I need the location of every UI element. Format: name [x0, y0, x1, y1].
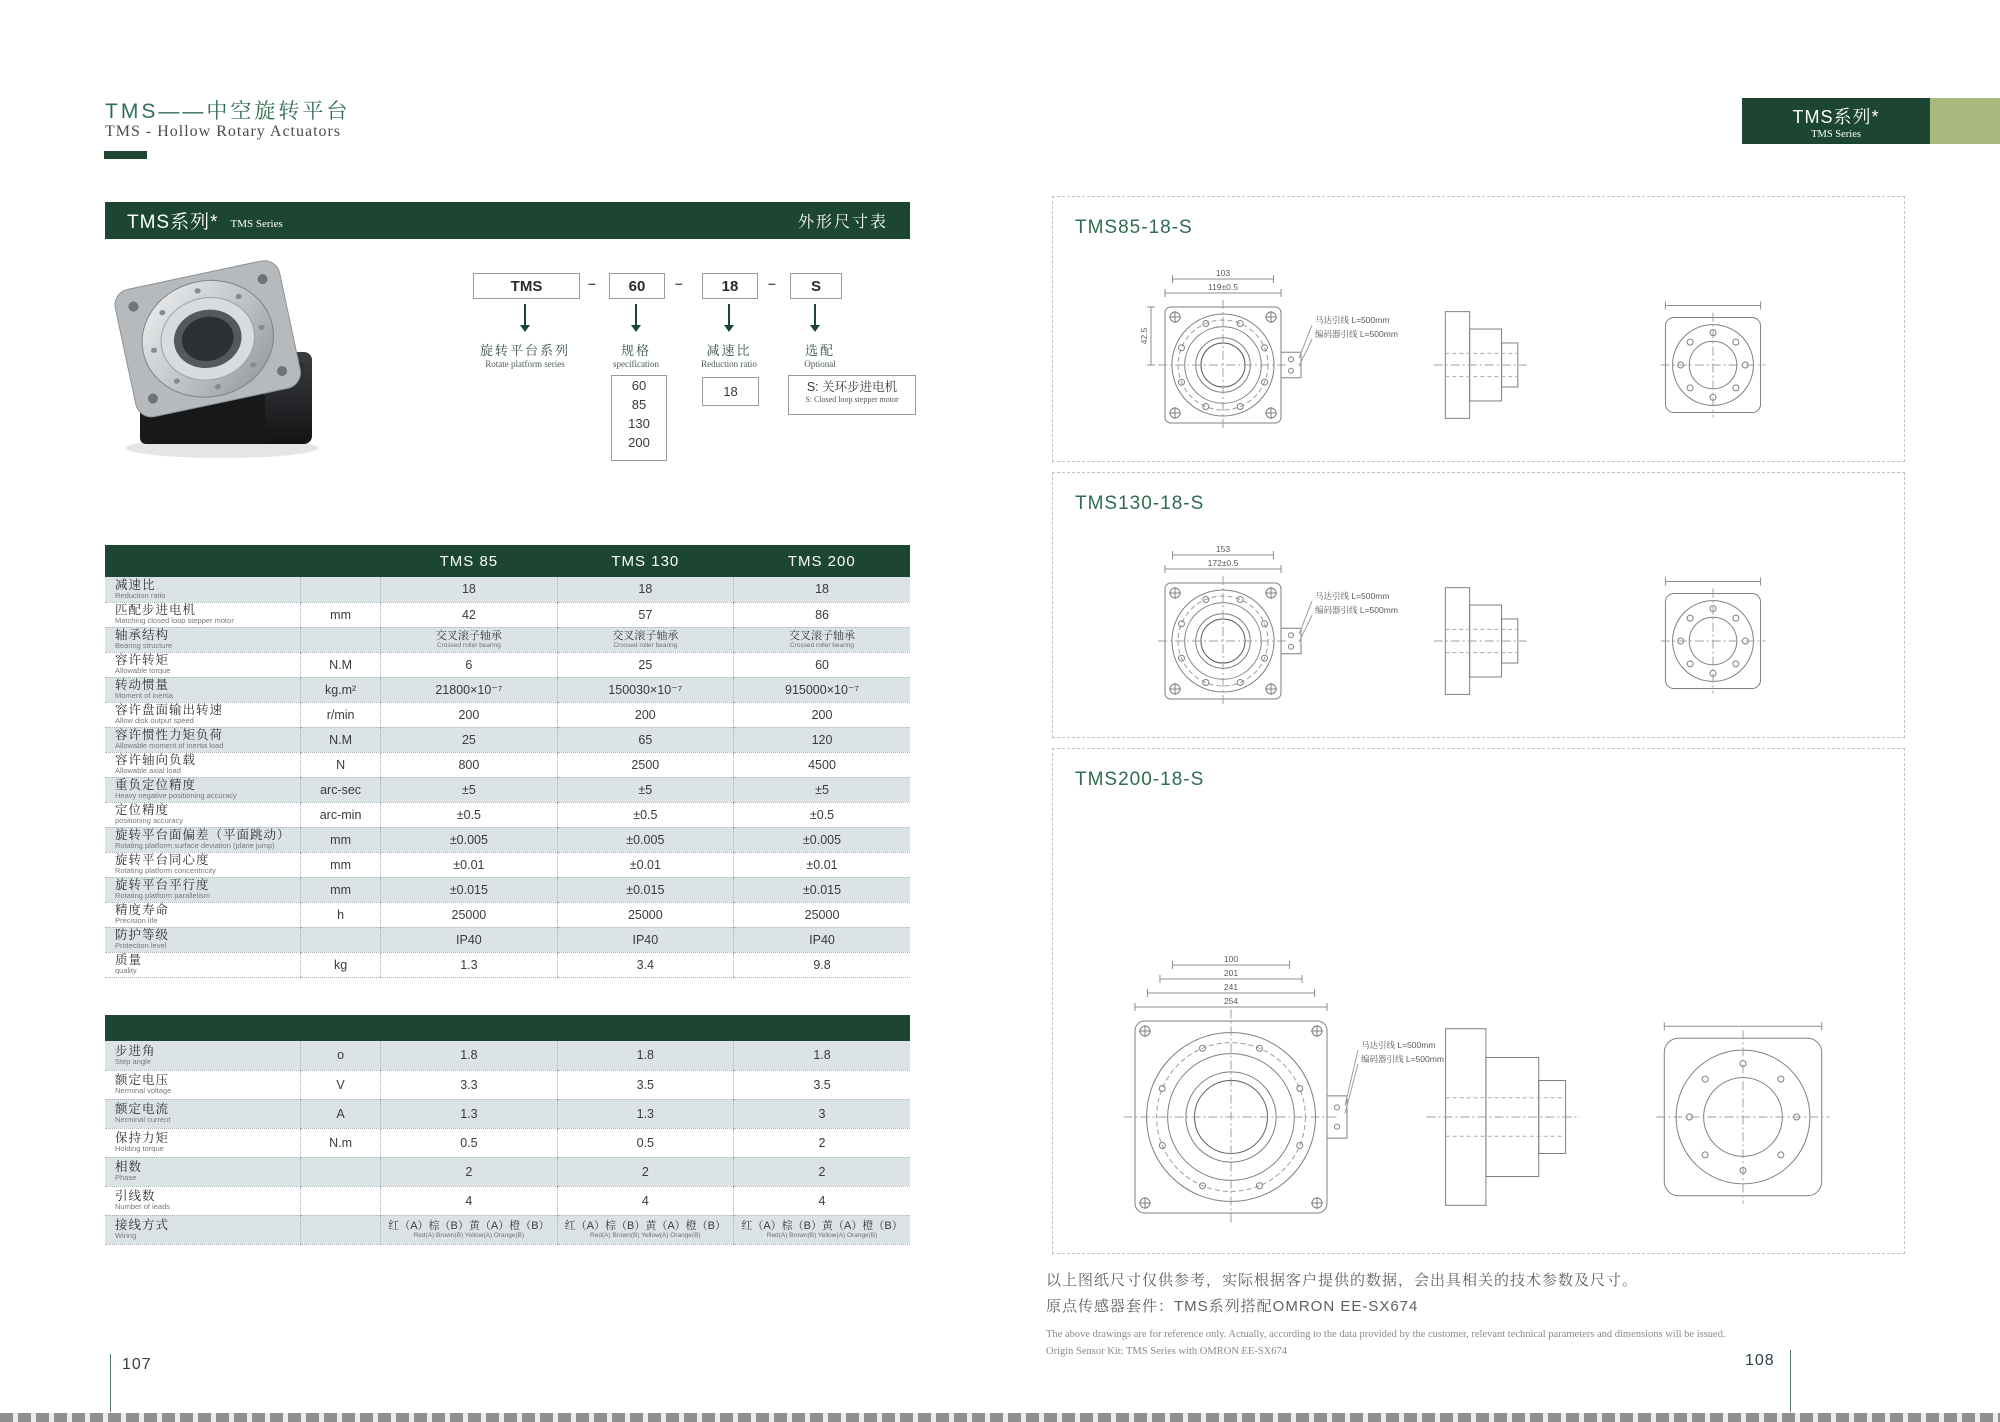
row-value: 0.5 [557, 1128, 733, 1157]
row-label: 旋转平台同心度 Rotating platform concentricity [105, 852, 300, 877]
meaning-en: Reduction ratio [701, 359, 757, 369]
row-value: 65 [557, 727, 733, 752]
row-unit: r/min [300, 702, 380, 727]
row-value: ±0.005 [734, 827, 910, 852]
row-value: 2 [734, 1157, 910, 1186]
row-value: 200 [734, 702, 910, 727]
row-value: 3.4 [557, 952, 733, 977]
row-value: 红（A）棕（B）黄（A）橙（B） Red(A) Brown(B) Yellow(A) Orange(B) [734, 1215, 910, 1244]
page-title-cn: TMS——中空旋转平台 [105, 100, 351, 123]
svg-text:241: 241 [1223, 982, 1239, 992]
header-cell-empty [381, 1015, 557, 1041]
row-value: 42 [381, 602, 557, 627]
row-label: 重负定位精度 Heavy negative positioning accuracy [105, 777, 300, 802]
note-en-1: The above drawings are for reference only. Actually, according to the data provided by the customer, relevant technical parameters and dimensions will be issued. [1046, 1329, 1726, 1340]
row-value: 18 [381, 577, 557, 602]
row-value: 25 [381, 727, 557, 752]
motor-table [105, 1015, 910, 1245]
row-value: ±0.005 [557, 827, 733, 852]
row-value: 4 [557, 1186, 733, 1215]
row-unit: N.M [300, 652, 380, 677]
row-label: 容许惯性力矩负荷 Allowable moment of inertia load [105, 727, 300, 752]
page-number-rule-right [1790, 1350, 1791, 1412]
row-value: 交叉滚子轴承 Crossed roller bearing [734, 627, 910, 652]
row-value: ±0.5 [381, 802, 557, 827]
header-cell-empty [557, 1015, 733, 1041]
svg-text:编码器引线 L=500mm: 编码器引线 L=500mm [1315, 329, 1398, 340]
row-value: 2 [734, 1128, 910, 1157]
table-row [105, 802, 910, 827]
row-value: ±0.5 [734, 802, 910, 827]
row-label: 容许转矩 Allowable torque [105, 652, 300, 677]
header-cell-empty [300, 545, 380, 577]
table-row [105, 1128, 910, 1157]
row-value: 1.3 [557, 1099, 733, 1128]
row-value: 9.8 [734, 952, 910, 977]
row-value: ±0.005 [381, 827, 557, 852]
row-value: 2 [381, 1157, 557, 1186]
row-value: 4 [734, 1186, 910, 1215]
row-value: 1.8 [734, 1041, 910, 1070]
table-row [105, 702, 910, 727]
row-unit [300, 1157, 380, 1186]
series-tab-en: TMS Series [1811, 128, 1861, 140]
row-unit: N.m [300, 1128, 380, 1157]
row-value: 120 [734, 727, 910, 752]
svg-text:119±0.5: 119±0.5 [1207, 282, 1239, 292]
row-unit: kg.m² [300, 677, 380, 702]
table-row [105, 902, 910, 927]
table-row [105, 677, 910, 702]
row-label: 定位精度 positioning accuracy [105, 802, 300, 827]
svg-text:254: 254 [1223, 996, 1239, 1006]
dimension-table-label: 外形尺寸表 [797, 214, 888, 231]
row-label: 相数 Phase [105, 1157, 300, 1186]
table-row [105, 1041, 910, 1070]
svg-text:马达引线 L=500mm: 马达引线 L=500mm [1361, 1039, 1436, 1050]
row-value: 1.3 [381, 1099, 557, 1128]
row-label: 精度寿命 Precision life [105, 902, 300, 927]
row-label: 容许轴向负载 Allowable axial load [105, 752, 300, 777]
drawing-section-title: TMS85-18-S [1075, 217, 1193, 238]
row-label: 防护等级 Protection level [105, 927, 300, 952]
row-value: 25000 [557, 902, 733, 927]
svg-text:42.5: 42.5 [1139, 327, 1149, 345]
note-cn-1: 以上图纸尺寸仅供参考，实际根据客户提供的数据，会出具相关的技术参数及尺寸。 [1046, 1272, 1639, 1289]
motor-table-header [105, 1015, 910, 1041]
meaning-cn: 选配 [804, 343, 835, 358]
row-unit [300, 1215, 380, 1244]
row-label: 额定电压 Nerminal voltage [105, 1070, 300, 1099]
row-unit: mm [300, 827, 380, 852]
note-en-2: Origin Sensor Kit: TMS Series with OMRON EE-SX674 [1046, 1346, 1288, 1357]
drawing-section-title: TMS200-18-S [1075, 769, 1205, 790]
meaning-en: Rotate platform series [485, 359, 565, 369]
row-value: 150030×10⁻⁷ [557, 677, 733, 702]
meaning-rotate-platform-series [480, 340, 570, 369]
series-band-label-cn: TMS系列* [127, 212, 219, 233]
row-unit [300, 627, 380, 652]
table-row [105, 1070, 910, 1099]
series-band [105, 202, 910, 239]
optional-options-box [788, 375, 916, 415]
header-cell-tms130: TMS 130 [557, 545, 733, 577]
row-unit: mm [300, 602, 380, 627]
table-row [105, 927, 910, 952]
row-label: 匹配步进电机 Matching closed loop stepper motor [105, 602, 300, 627]
row-value: 交叉滚子轴承 Crossed roller bearing [557, 627, 733, 652]
row-value: ±5 [381, 777, 557, 802]
row-unit: kg [300, 952, 380, 977]
table-row [105, 952, 910, 977]
row-value: 915000×10⁻⁷ [734, 677, 910, 702]
svg-text:马达引线 L=500mm: 马达引线 L=500mm [1315, 591, 1390, 602]
table-row [105, 827, 910, 852]
row-unit: A [300, 1099, 380, 1128]
series-tab-cn: TMS系列* [1792, 106, 1880, 127]
model-code-ratio-box: 18 [702, 273, 758, 299]
row-value: 3 [734, 1099, 910, 1128]
ratio-options-box [702, 377, 759, 406]
row-label: 接线方式 Wiring [105, 1215, 300, 1244]
spec-option: 200 [628, 435, 650, 450]
table-header-row [105, 1015, 910, 1041]
row-value: 红（A）棕（B）黄（A）橙（B） Red(A) Brown(B) Yellow(A) Orange(B) [557, 1215, 733, 1244]
spec-table-header [105, 545, 910, 577]
row-label: 减速比 Reduction ratio [105, 577, 300, 602]
row-value: 18 [557, 577, 733, 602]
arrow-down-icon [728, 304, 730, 330]
model-code-separator: – [675, 275, 683, 291]
row-value: 1.3 [381, 952, 557, 977]
row-label: 保持力矩 Holding torque [105, 1128, 300, 1157]
header-cell-empty [105, 1015, 300, 1041]
row-value: ±0.015 [557, 877, 733, 902]
header-cell-tms85: TMS 85 [381, 545, 557, 577]
meaning-cn: 减速比 [706, 343, 752, 358]
model-code-separator: – [588, 275, 596, 291]
row-value: 交叉滚子轴承 Crossed roller bearing [381, 627, 557, 652]
model-code-series-box: TMS [473, 273, 580, 299]
arrow-down-icon [524, 304, 526, 330]
row-value: 25000 [381, 902, 557, 927]
row-value: 86 [734, 602, 910, 627]
page-number-left: 107 [122, 1356, 152, 1373]
table-row [105, 777, 910, 802]
header-cell-empty [105, 545, 300, 577]
row-unit: N.M [300, 727, 380, 752]
row-value: 红（A）棕（B）黄（A）橙（B） Red(A) Brown(B) Yellow(A) Orange(B) [381, 1215, 557, 1244]
series-tab [1742, 98, 1930, 144]
svg-text:100: 100 [1223, 954, 1239, 964]
row-value: 4500 [734, 752, 910, 777]
table-row [105, 1157, 910, 1186]
row-label: 旋转平台面偏差（平面跳动） Rotating platform surface deviation (plane jump) [105, 827, 300, 852]
meaning-optional [804, 340, 836, 369]
row-value: 57 [557, 602, 733, 627]
row-unit: mm [300, 877, 380, 902]
drawing-section-tms130-18-s [1052, 472, 1905, 738]
row-label: 容许盘面输出转速 Allow disk output speed [105, 702, 300, 727]
meaning-cn: 规格 [620, 343, 652, 358]
spec-options-box [611, 375, 667, 461]
svg-text:172±0.5: 172±0.5 [1207, 558, 1239, 568]
table-row [105, 1215, 910, 1244]
table-row [105, 627, 910, 652]
row-unit [300, 1186, 380, 1215]
row-value: ±0.01 [734, 852, 910, 877]
model-code-option-box: S [790, 273, 842, 299]
table-row [105, 727, 910, 752]
row-value: 3.5 [557, 1070, 733, 1099]
optional-option-cn: S: 关环步进电机 [806, 380, 898, 394]
technical-drawing [1053, 473, 1904, 737]
row-value: 2 [557, 1157, 733, 1186]
meaning-specification [613, 340, 659, 369]
row-unit: h [300, 902, 380, 927]
model-code-spec-box: 60 [609, 273, 665, 299]
row-value: 60 [734, 652, 910, 677]
spec-table [105, 545, 910, 978]
svg-text:编码器引线 L=500mm: 编码器引线 L=500mm [1315, 605, 1398, 616]
meaning-reduction-ratio [701, 340, 757, 369]
footer-notes [1046, 1268, 1916, 1360]
row-unit: N [300, 752, 380, 777]
row-unit: mm [300, 852, 380, 877]
row-value: 2500 [557, 752, 733, 777]
svg-text:103: 103 [1215, 268, 1231, 278]
row-value: 6 [381, 652, 557, 677]
drawing-section-title: TMS130-18-S [1075, 493, 1205, 514]
row-value: 25000 [734, 902, 910, 927]
svg-text:153: 153 [1215, 544, 1231, 554]
page-number-right: 108 [1745, 1352, 1775, 1369]
row-value: 800 [381, 752, 557, 777]
row-label: 引线数 Number of leads [105, 1186, 300, 1215]
spec-option: 60 [631, 378, 647, 393]
row-value: 200 [557, 702, 733, 727]
row-label: 步进角 Step angle [105, 1041, 300, 1070]
svg-text:201: 201 [1223, 968, 1239, 978]
row-value: 18 [734, 577, 910, 602]
spec-option: 85 [631, 397, 647, 412]
row-value: 0.5 [381, 1128, 557, 1157]
header-cell-tms200: TMS 200 [734, 545, 910, 577]
row-value: 21800×10⁻⁷ [381, 677, 557, 702]
page-number-rule-left [110, 1354, 111, 1412]
row-value: ±0.01 [557, 852, 733, 877]
row-unit [300, 927, 380, 952]
row-label: 质量 quality [105, 952, 300, 977]
row-value: IP40 [557, 927, 733, 952]
row-label: 转动惯量 Moment of inertia [105, 677, 300, 702]
technical-drawing [1053, 197, 1904, 461]
svg-text:马达引线 L=500mm: 马达引线 L=500mm [1315, 315, 1390, 326]
series-band-label-en: TMS Series [230, 218, 283, 230]
meaning-cn: 旋转平台系列 [479, 343, 571, 358]
ratio-option: 18 [723, 384, 738, 399]
table-row [105, 752, 910, 777]
drawing-section-tms85-18-s [1052, 196, 1905, 462]
row-label: 额定电流 Nerminal current [105, 1099, 300, 1128]
arrow-down-icon [814, 304, 816, 330]
arrow-down-icon [635, 304, 637, 330]
header-cell-empty [300, 1015, 380, 1041]
row-value: ±5 [734, 777, 910, 802]
table-row [105, 877, 910, 902]
row-value: 3.5 [734, 1070, 910, 1099]
drawing-section-tms200-18-s [1052, 748, 1905, 1254]
row-unit: V [300, 1070, 380, 1099]
svg-text:编码器引线 L=500mm: 编码器引线 L=500mm [1361, 1053, 1444, 1064]
model-code-separator: – [768, 275, 776, 291]
table-header-row [105, 545, 910, 577]
hollow-rotary-actuator-image [110, 252, 325, 460]
meaning-en: Optional [804, 359, 836, 369]
table-row [105, 1186, 910, 1215]
title-underline-bar [104, 151, 147, 159]
spec-option: 130 [628, 416, 650, 431]
note-cn-2: 原点传感器套件：TMS系列搭配OMRON EE-SX674 [1046, 1298, 1419, 1315]
table-row [105, 852, 910, 877]
row-value: ±0.01 [381, 852, 557, 877]
table-row [105, 652, 910, 677]
table-row [105, 602, 910, 627]
row-value: ±0.015 [734, 877, 910, 902]
meaning-en: specification [613, 359, 659, 369]
header-cell-empty [734, 1015, 910, 1041]
model-code-diagram [462, 266, 924, 476]
row-value: 1.8 [557, 1041, 733, 1070]
row-value: 1.8 [381, 1041, 557, 1070]
technical-drawing [1053, 749, 1904, 1253]
row-value: ±0.015 [381, 877, 557, 902]
page-title-en: TMS - Hollow Rotary Actuators [105, 123, 342, 140]
row-value: 4 [381, 1186, 557, 1215]
row-value: 3.3 [381, 1070, 557, 1099]
row-value: ±0.5 [557, 802, 733, 827]
series-tab-accent [1930, 98, 2000, 144]
row-value: IP40 [381, 927, 557, 952]
row-unit: arc-sec [300, 777, 380, 802]
row-value: ±5 [557, 777, 733, 802]
print-registration-strip [0, 1413, 2000, 1422]
table-row [105, 577, 910, 602]
optional-option-en: S: Closed loop stepper motor [805, 395, 899, 404]
row-unit: arc-min [300, 802, 380, 827]
row-unit [300, 577, 380, 602]
row-label: 轴承结构 Bearing structure [105, 627, 300, 652]
row-value: 200 [381, 702, 557, 727]
table-row [105, 1099, 910, 1128]
row-label: 旋转平台平行度 Rotating platform parallelism [105, 877, 300, 902]
product-photo [110, 252, 325, 465]
row-unit: o [300, 1041, 380, 1070]
row-value: IP40 [734, 927, 910, 952]
row-value: 25 [557, 652, 733, 677]
